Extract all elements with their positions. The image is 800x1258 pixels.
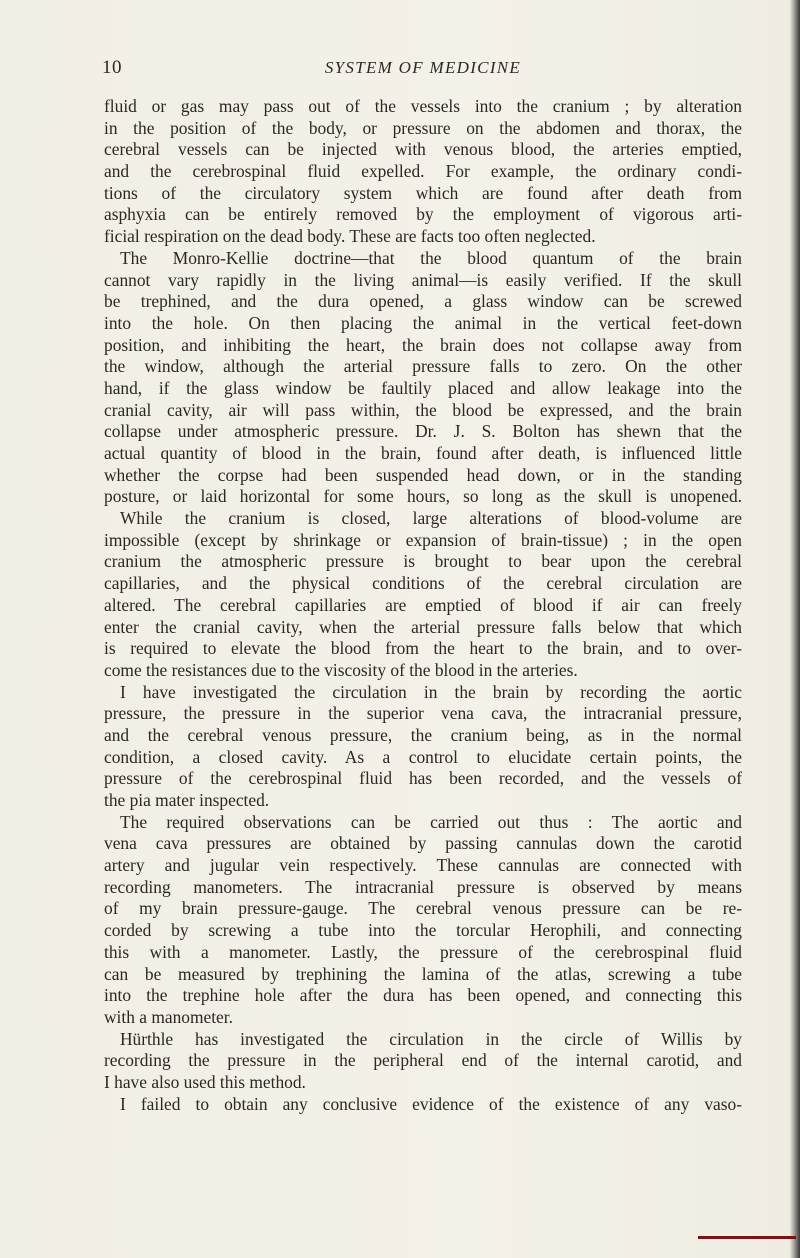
body-text (104, 96, 742, 1115)
text-line: recording manometers. The intracranial pressure is observed by means (104, 876, 742, 897)
text-line: Hürthle has investigated the circulation in the circle of Willis by (120, 1028, 742, 1049)
text-line: condition, a closed cavity. As a control to elucidate certain points, the (104, 746, 742, 767)
text-line: artery and jugular vein respectively. These cannulas are connected with (104, 855, 742, 876)
text-line: pressure, the pressure in the superior vena cava, the intracranial pressure, (104, 703, 742, 724)
text-line: capillaries, and the physical conditions of the cerebral circulation are (104, 573, 742, 594)
text-line: be trephined, and the dura opened, a glass window can be screwed (104, 291, 742, 312)
text-line: enter the cranial cavity, when the arterial pressure falls below that which (104, 616, 742, 637)
page-edge-rule (698, 1236, 796, 1239)
text-line: come the resistances due to the viscosity of the blood in the arteries. (104, 659, 578, 680)
text-line: cannot vary rapidly in the living animal—is easily verified. If the skull (104, 269, 742, 290)
text-line: can be measured by trephining the lamina of the atlas, screwing a tube (104, 963, 742, 984)
text-line: the window, although the arterial pressure falls to zero. On the other (104, 356, 742, 377)
text-line: of my brain pressure-gauge. The cerebral venous pressure can be re- (104, 898, 742, 919)
text-line: pressure of the cerebrospinal fluid has been recorded, and the vessels of (104, 768, 742, 789)
text-line: posture, or laid horizontal for some hours, so long as the skull is unopened. (104, 486, 742, 507)
page-number: 10 (102, 57, 122, 78)
text-line: tions of the circulatory system which are found after death from (104, 182, 742, 203)
text-line: the pia mater inspected. (104, 790, 270, 810)
text-line: The Monro-Kellie doctrine—that the blood quantum of the brain (120, 247, 742, 268)
text-line: and the cerebral venous pressure, the cranium being, as in the normal (104, 724, 742, 745)
text-line: I have also used this method. (104, 1071, 306, 1092)
text-line: vena cava pressures are obtained by passing cannulas down the carotid (104, 833, 742, 854)
text-line: cerebral vessels can be injected with venous blood, the arteries emptied, (104, 139, 742, 160)
text-line: whether the corpse had been suspended head down, or in the standing (104, 464, 742, 485)
text-line: altered. The cerebral capillaries are emptied of blood if air can freely (104, 594, 742, 615)
text-line: cranial cavity, air will pass within, the blood be expressed, and the brain (104, 399, 742, 420)
text-line: I failed to obtain any conclusive evidence of the existence of any vaso- (120, 1093, 742, 1114)
text-line: hand, if the glass window be faultily placed and allow leakage into the (104, 377, 742, 398)
text-line: in the position of the body, or pressure on the abdomen and thorax, the (104, 117, 742, 138)
text-line: cranium the atmospheric pressure is brought to bear upon the cerebral (104, 551, 742, 572)
text-line: corded by screwing a tube into the torcular Herophili, and connecting (104, 920, 742, 941)
text-line: is required to elevate the blood from the heart to the brain, and to over- (104, 638, 742, 659)
text-line: actual quantity of blood in the brain, found after death, is influenced little (104, 443, 742, 463)
page-header (104, 57, 742, 81)
text-line: and the cerebrospinal fluid expelled. For example, the ordinary condi- (104, 161, 742, 182)
page-edge-shadow (790, 0, 800, 1258)
text-line: position, and inhibiting the heart, the brain does not collapse away from (104, 334, 742, 355)
text-line: ficial respiration on the dead body. These are facts too often neglected. (104, 226, 596, 247)
text-line: this with a manometer. Lastly, the pressure of the cerebrospinal fluid (104, 941, 742, 962)
text-line: asphyxia can be entirely removed by the employment of vigorous arti- (104, 204, 742, 225)
text-line: into the hole. On then placing the animal in the vertical feet-down (104, 312, 742, 333)
text-line: collapse under atmospheric pressure. Dr. J. S. Bolton has shewn that the (104, 421, 742, 442)
text-line: While the cranium is closed, large alterations of blood-volume are (120, 508, 742, 529)
running-head: SYSTEM OF MEDICINE (324, 58, 522, 77)
text-line: recording the pressure in the peripheral end of the internal carotid, and (104, 1050, 742, 1071)
text-line: The required observations can be carried out thus : The aortic and (120, 811, 742, 832)
text-line: with a manometer. (104, 1006, 233, 1027)
text-line: into the trephine hole after the dura has been opened, and connecting this (104, 985, 742, 1006)
text-line: I have investigated the circulation in the brain by recording the aortic (120, 681, 742, 702)
text-line: fluid or gas may pass out of the vessels into the cranium ; by alteration (104, 96, 742, 116)
text-line: impossible (except by shrinkage or expansion of brain-tissue) ; in the open (104, 529, 742, 550)
